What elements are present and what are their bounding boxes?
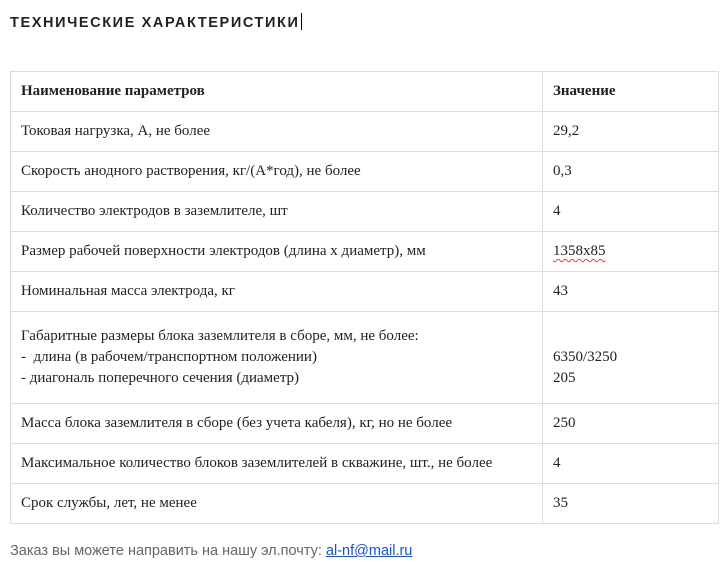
row-param: Количество электродов в заземлителе, шт <box>11 192 543 232</box>
text-cursor <box>301 13 302 30</box>
row-param: Скорость анодного растворения, кг/(А*год), не более <box>11 152 543 192</box>
row-value: 0,3 <box>543 152 719 192</box>
table-row <box>11 484 719 524</box>
row-value: 250 <box>543 404 719 444</box>
table-row-dimensions <box>11 312 719 404</box>
dims-value: 6350/3250 <box>553 349 618 365</box>
table-row <box>11 112 719 152</box>
header-value: Значение <box>543 72 719 112</box>
table-header-row <box>11 72 719 112</box>
table-row <box>11 152 719 192</box>
table-row <box>11 272 719 312</box>
page-title[interactable] <box>10 13 302 31</box>
dims-value: 205 <box>553 370 576 386</box>
row-param: Размер рабочей поверхности электродов (длина х диаметр), мм <box>11 232 543 272</box>
table-row <box>11 404 719 444</box>
row-param: Максимальное количество блоков заземлителей в скважине, шт., не более <box>11 444 543 484</box>
row-value: 43 <box>543 272 719 312</box>
dims-line: - длина (в рабочем/транспортном положении) <box>21 349 317 365</box>
row-param: Токовая нагрузка, А, не более <box>11 112 543 152</box>
spellcheck-value[interactable]: 1358х85 <box>553 243 606 259</box>
footer-text: Заказ вы можете направить на нашу эл.почту: <box>10 543 326 559</box>
row-value <box>543 232 719 272</box>
page-title-text: ТЕХНИЧЕСКИЕ ХАРАКТЕРИСТИКИ <box>10 15 300 31</box>
row-param: Срок службы, лет, не менее <box>11 484 543 524</box>
dims-line: - диагональ поперечного сечения (диаметр) <box>21 370 300 386</box>
contact-footer <box>10 543 412 559</box>
dims-line: Габаритные размеры блока заземлителя в сборе, мм, не более: <box>21 328 419 344</box>
table-row <box>11 192 719 232</box>
row-value: 29,2 <box>543 112 719 152</box>
row-value-multiline <box>543 312 719 404</box>
specs-table <box>10 71 719 524</box>
table-row <box>11 444 719 484</box>
row-value: 4 <box>543 192 719 232</box>
email-link[interactable]: al-nf@mail.ru <box>325 543 413 559</box>
row-param-multiline <box>11 312 543 404</box>
header-params: Наименование параметров <box>11 72 543 112</box>
row-param: Масса блока заземлителя в сборе (без учета кабеля), кг, но не более <box>11 404 543 444</box>
row-param: Номинальная масса электрода, кг <box>11 272 543 312</box>
table-row <box>11 232 719 272</box>
row-value: 4 <box>543 444 719 484</box>
row-value: 35 <box>543 484 719 524</box>
